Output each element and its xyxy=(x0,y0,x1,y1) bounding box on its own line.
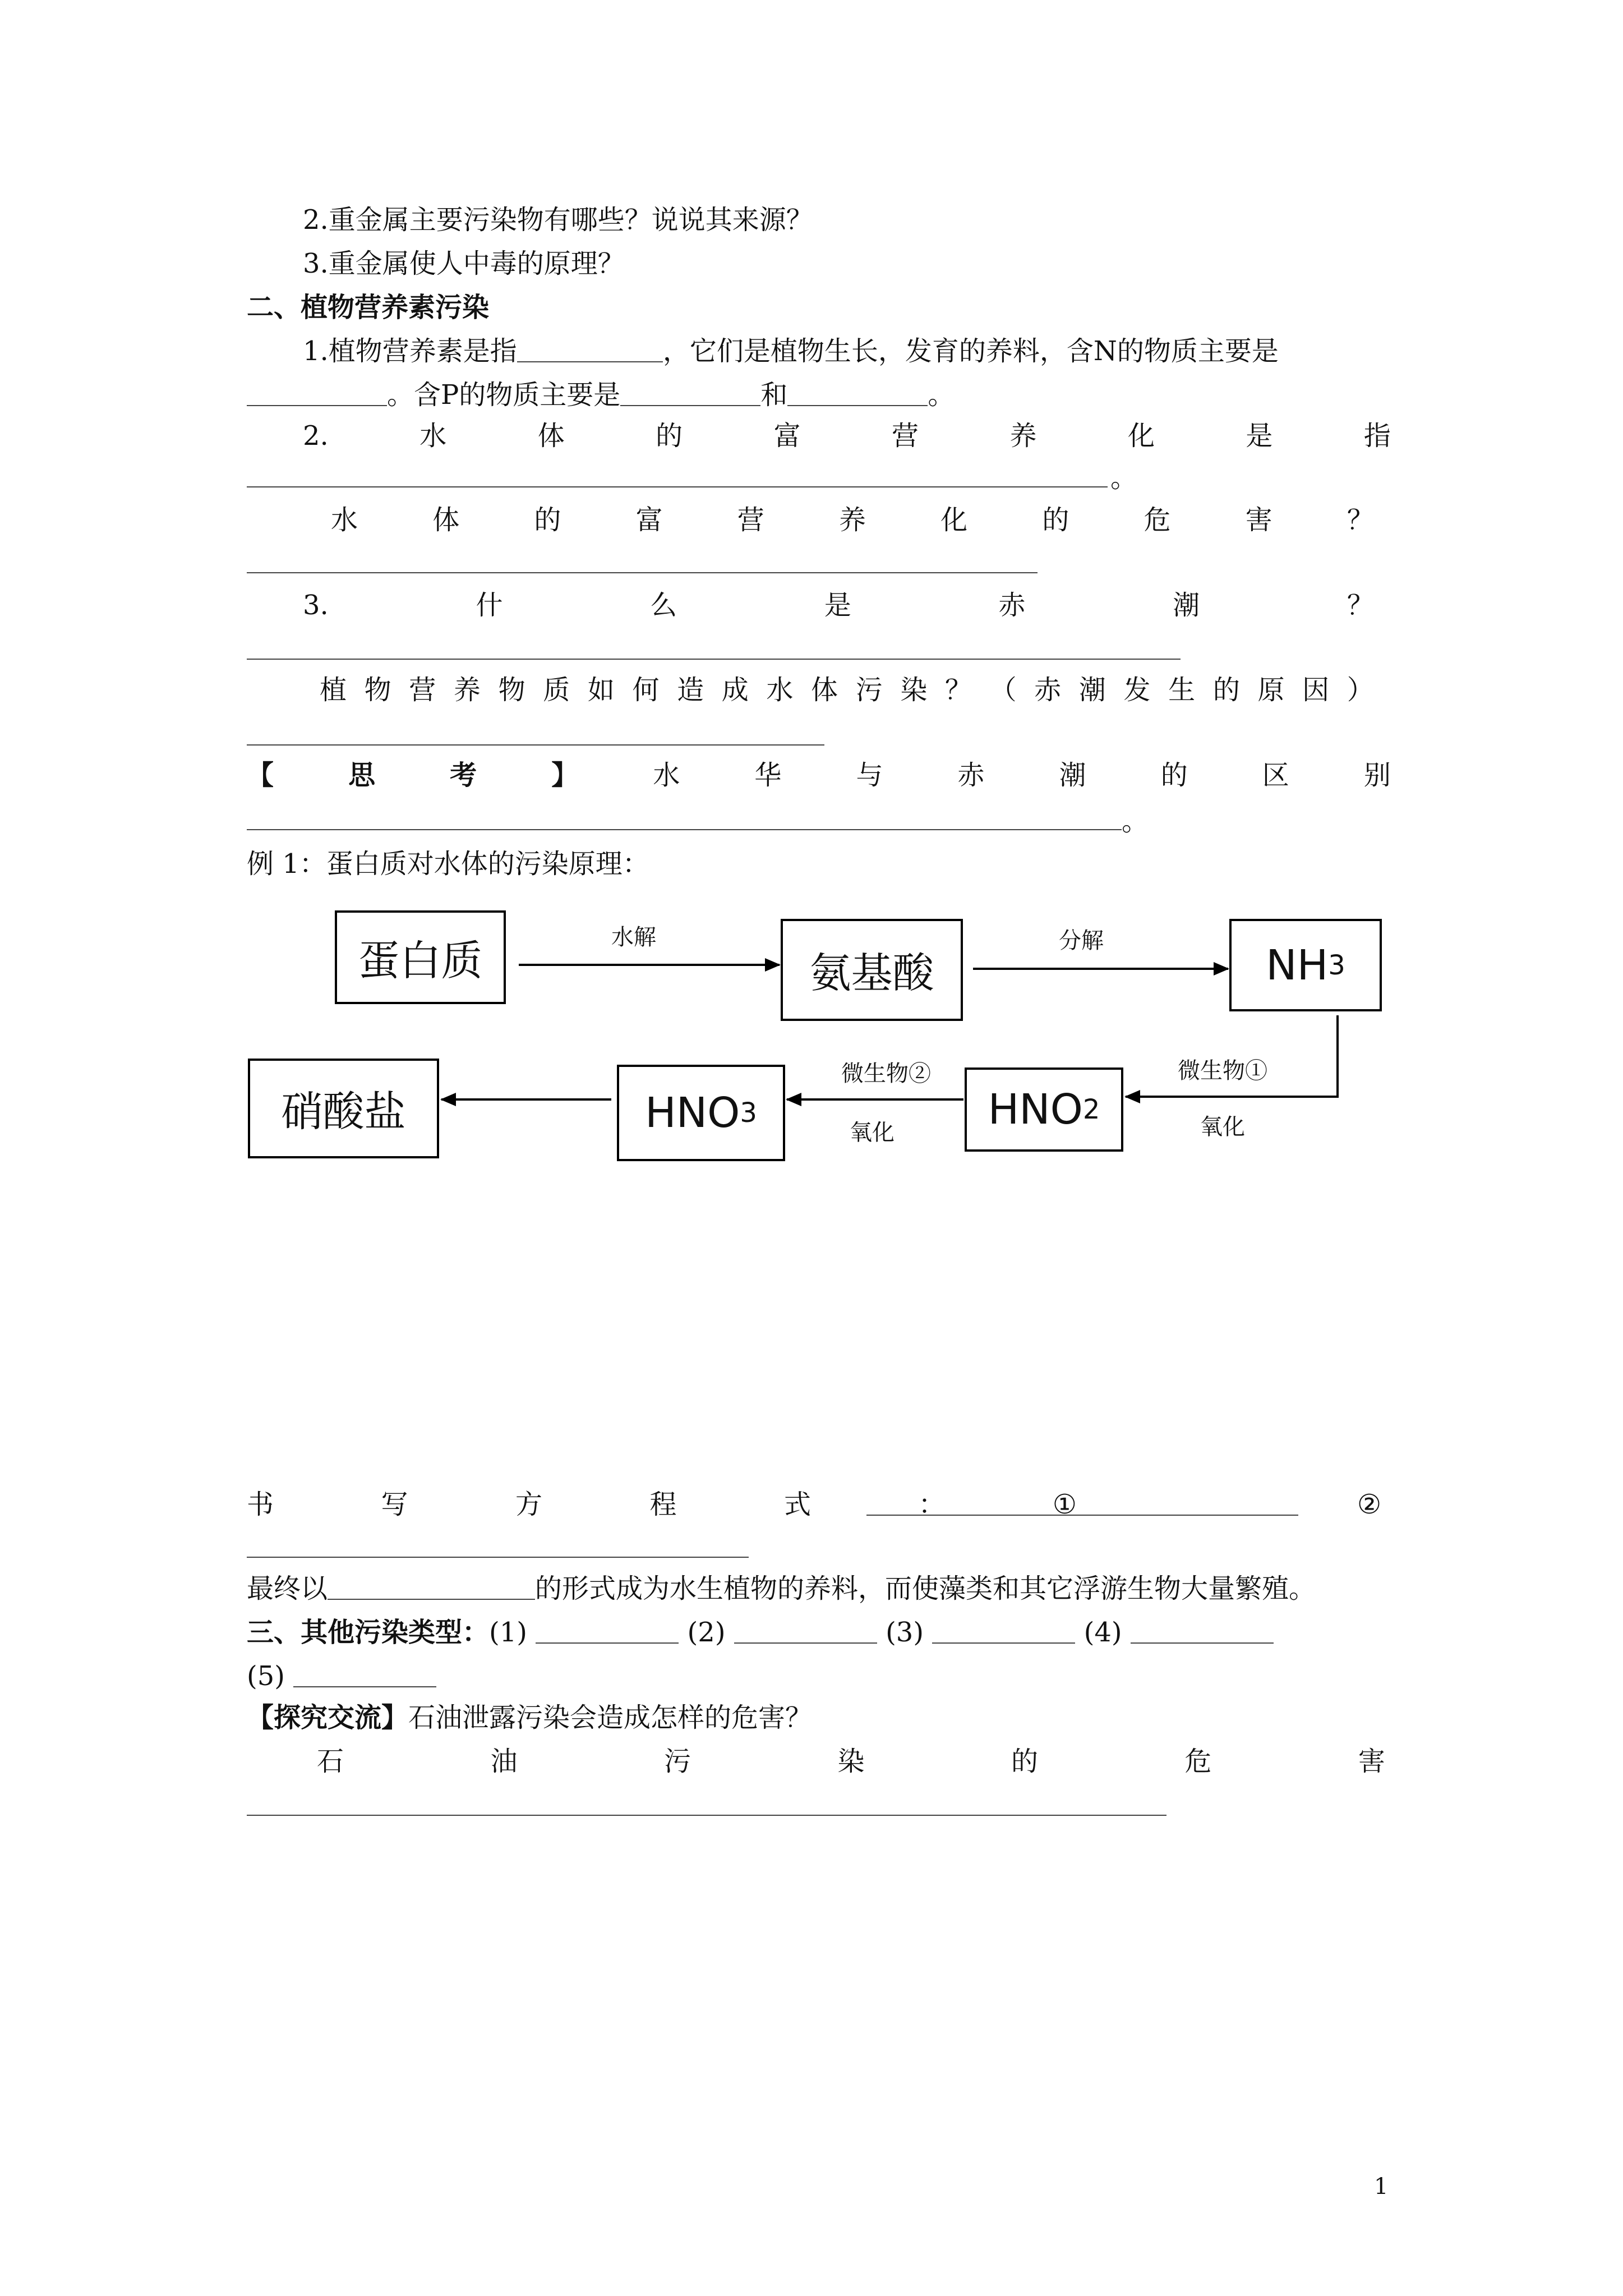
label-hydrolysis: 水解 xyxy=(611,924,656,950)
arrow-microbe1-oxidation xyxy=(1126,1015,1338,1097)
red-tide-char: 赤 xyxy=(998,590,1026,621)
cause-char: 成 xyxy=(721,674,749,706)
s3-item-2: (2) xyxy=(687,1617,726,1648)
red-tide-char: 么 xyxy=(650,590,677,621)
think-char: 赤 xyxy=(957,760,985,791)
think-char: 水 xyxy=(653,760,680,791)
section-3-line xyxy=(247,1614,1402,1650)
cause-char: 体 xyxy=(811,674,838,706)
equation-char: 式 xyxy=(783,1489,811,1520)
s2-q2-char: 水 xyxy=(419,420,447,452)
s2-q2-char: 2. xyxy=(303,420,329,452)
label-oxidation2: 氧化 xyxy=(850,1120,895,1145)
think-char: 】 xyxy=(551,760,579,791)
node-amino-acid-label: 氨基酸 xyxy=(809,949,934,997)
final-text-a: 最终以 xyxy=(247,1573,328,1604)
oil-char: 危 xyxy=(1184,1746,1212,1777)
cause-char: 染 xyxy=(900,674,928,706)
s2-q1-text-d: 和 xyxy=(760,379,788,411)
s2-q2-char: 富 xyxy=(773,420,801,452)
cause-char: 营 xyxy=(409,674,436,706)
red-tide-char: 什 xyxy=(476,590,503,621)
node-nitrate-label: 硝酸盐 xyxy=(281,1088,406,1136)
oil-char: 害 xyxy=(1358,1746,1385,1777)
section-2-title: 二、植物营养素污染 xyxy=(247,292,490,323)
equation-char: ① xyxy=(1052,1489,1077,1520)
harm-char: 养 xyxy=(838,504,866,536)
red-tide-char: 潮 xyxy=(1173,590,1200,621)
s2-q2-char: 是 xyxy=(1246,420,1273,452)
s3-item-5: (5) xyxy=(247,1660,285,1692)
blank-oil-harm[interactable] xyxy=(247,1815,1166,1816)
explore-text: 石油泄露污染会造成怎样的危害？ xyxy=(408,1702,813,1733)
node-hno2-label: HNO xyxy=(988,1085,1083,1134)
cause-char: 物 xyxy=(364,674,391,706)
oil-char: 污 xyxy=(663,1746,691,1777)
equation-char: 写 xyxy=(381,1489,408,1520)
think-char: 思 xyxy=(348,760,376,791)
page-number: 1 xyxy=(1374,2174,1389,2200)
cause-char: 原 xyxy=(1257,674,1285,706)
s3-item-4: (4) xyxy=(1083,1617,1122,1648)
think-char: 与 xyxy=(856,760,883,791)
final-text-b: 的形式成为水生植物的养料，而使藻类和其它浮游生物大量繁殖。 xyxy=(535,1573,1316,1604)
cause-char: 造 xyxy=(677,674,704,706)
think-char: 的 xyxy=(1160,760,1188,791)
final-line xyxy=(247,1571,1391,1607)
blank-equation-2[interactable] xyxy=(247,1557,749,1558)
s2-q1-text-b: ，它们是植物生长，发育的养料，含N的物质主要是 xyxy=(662,335,1279,367)
blank-final-form[interactable] xyxy=(328,1573,535,1600)
s2-q2-char: 营 xyxy=(892,420,919,452)
s2-q1-text-e: 。 xyxy=(928,379,955,411)
harm-char: 体 xyxy=(432,504,460,536)
s2-q2-char: 化 xyxy=(1127,420,1155,452)
think-char: 【 xyxy=(247,760,274,791)
blank-s3-3[interactable] xyxy=(932,1617,1075,1644)
think-char: 华 xyxy=(754,760,782,791)
node-nh3-label: NH xyxy=(1266,941,1329,990)
cause-char: 植 xyxy=(320,674,347,706)
cause-char: 质 xyxy=(543,674,570,706)
s3-item-3: (3) xyxy=(886,1617,924,1648)
node-hno2-subscript: 2 xyxy=(1082,1094,1100,1125)
s2-q1-text-a: 1.植物营养素是指 xyxy=(303,335,517,367)
explore-line xyxy=(247,1700,1391,1736)
harm-char: 的 xyxy=(1042,504,1069,536)
label-decompose: 分解 xyxy=(1059,928,1104,954)
harm-char: 的 xyxy=(534,504,561,536)
cause-char: 污 xyxy=(855,674,883,706)
blank-equation-1[interactable] xyxy=(866,1515,1298,1516)
red-tide-char: ？ xyxy=(1347,590,1374,621)
node-nh3-subscript: 3 xyxy=(1328,949,1345,981)
think-char: 潮 xyxy=(1059,760,1086,791)
cause-char: 因 xyxy=(1302,674,1330,706)
section-3-title: 三、其他污染类型： xyxy=(247,1617,490,1648)
oil-char: 的 xyxy=(1011,1746,1038,1777)
harm-char: ？ xyxy=(1347,504,1374,536)
cause-char: 赤 xyxy=(1034,674,1062,706)
blank-s3-1[interactable] xyxy=(536,1617,679,1644)
blank-s3-2[interactable] xyxy=(734,1617,877,1644)
s2-q2-char: 养 xyxy=(1009,420,1037,452)
section-3-line-2 xyxy=(247,1658,1391,1694)
equation-char: 方 xyxy=(515,1489,542,1520)
label-microbe2: 微生物② xyxy=(841,1061,931,1087)
harm-char: 化 xyxy=(940,504,968,536)
think-char: 区 xyxy=(1262,760,1289,791)
equation-char: ： xyxy=(918,1489,946,1520)
question-3: 3.重金属使人中毒的原理？ xyxy=(303,248,625,279)
cause-char: （ xyxy=(989,674,1017,706)
equation-mark-2: ② xyxy=(1357,1489,1382,1520)
cause-char: 物 xyxy=(498,674,525,706)
node-hno3-subscript: 3 xyxy=(740,1097,757,1129)
harm-char: 危 xyxy=(1144,504,1171,536)
question-2: 2.重金属主要污染物有哪些？说说其来源？ xyxy=(303,204,813,236)
cause-char: 何 xyxy=(632,674,660,706)
s2-q1-text-c: 。含P的物质主要是 xyxy=(387,379,621,411)
s2-q2-char: 的 xyxy=(656,420,683,452)
cause-char: 水 xyxy=(766,674,794,706)
blank-s3-4[interactable] xyxy=(1131,1617,1274,1644)
node-hno3-label: HNO xyxy=(645,1089,740,1137)
red-tide-char: 是 xyxy=(824,590,851,621)
cause-char: 的 xyxy=(1212,674,1240,706)
cause-char: 养 xyxy=(453,674,481,706)
think-char: 别 xyxy=(1363,760,1391,791)
cause-char: ） xyxy=(1347,674,1374,706)
s2-q2-char: 体 xyxy=(537,420,565,452)
label-oxidation1: 氧化 xyxy=(1200,1114,1245,1140)
think-char: 考 xyxy=(450,760,477,791)
oil-harm-line xyxy=(317,1743,1385,1779)
harm-char: 营 xyxy=(737,504,764,536)
cause-char: 发 xyxy=(1123,674,1151,706)
red-tide-char: 3. xyxy=(303,590,329,621)
s2-q2-char: 指 xyxy=(1363,420,1391,452)
period-mark: 。 xyxy=(1122,806,1149,837)
cause-char: 潮 xyxy=(1078,674,1106,706)
explore-label: 【探究交流】 xyxy=(247,1702,409,1733)
oil-char: 石 xyxy=(317,1746,344,1777)
cause-char: 如 xyxy=(587,674,615,706)
period-mark: 。 xyxy=(1110,462,1138,494)
equation-char: 书 xyxy=(247,1489,274,1520)
equation-line xyxy=(247,1487,1077,1522)
equation-char: 程 xyxy=(649,1489,677,1520)
cause-char: ？ xyxy=(944,674,972,706)
s3-item-1: (1) xyxy=(489,1617,528,1648)
harm-char: 水 xyxy=(331,504,358,536)
blank-s3-5[interactable] xyxy=(293,1660,436,1687)
oil-char: 油 xyxy=(490,1746,518,1777)
node-protein-label: 蛋白质 xyxy=(358,936,483,985)
oil-char: 染 xyxy=(837,1746,865,1777)
label-microbe1: 微生物① xyxy=(1178,1058,1267,1084)
harm-char: 富 xyxy=(635,504,663,536)
example-title: 例 1：蛋白质对水体的污染原理： xyxy=(247,848,649,880)
harm-char: 害 xyxy=(1245,504,1272,536)
cause-char: 生 xyxy=(1168,674,1196,706)
